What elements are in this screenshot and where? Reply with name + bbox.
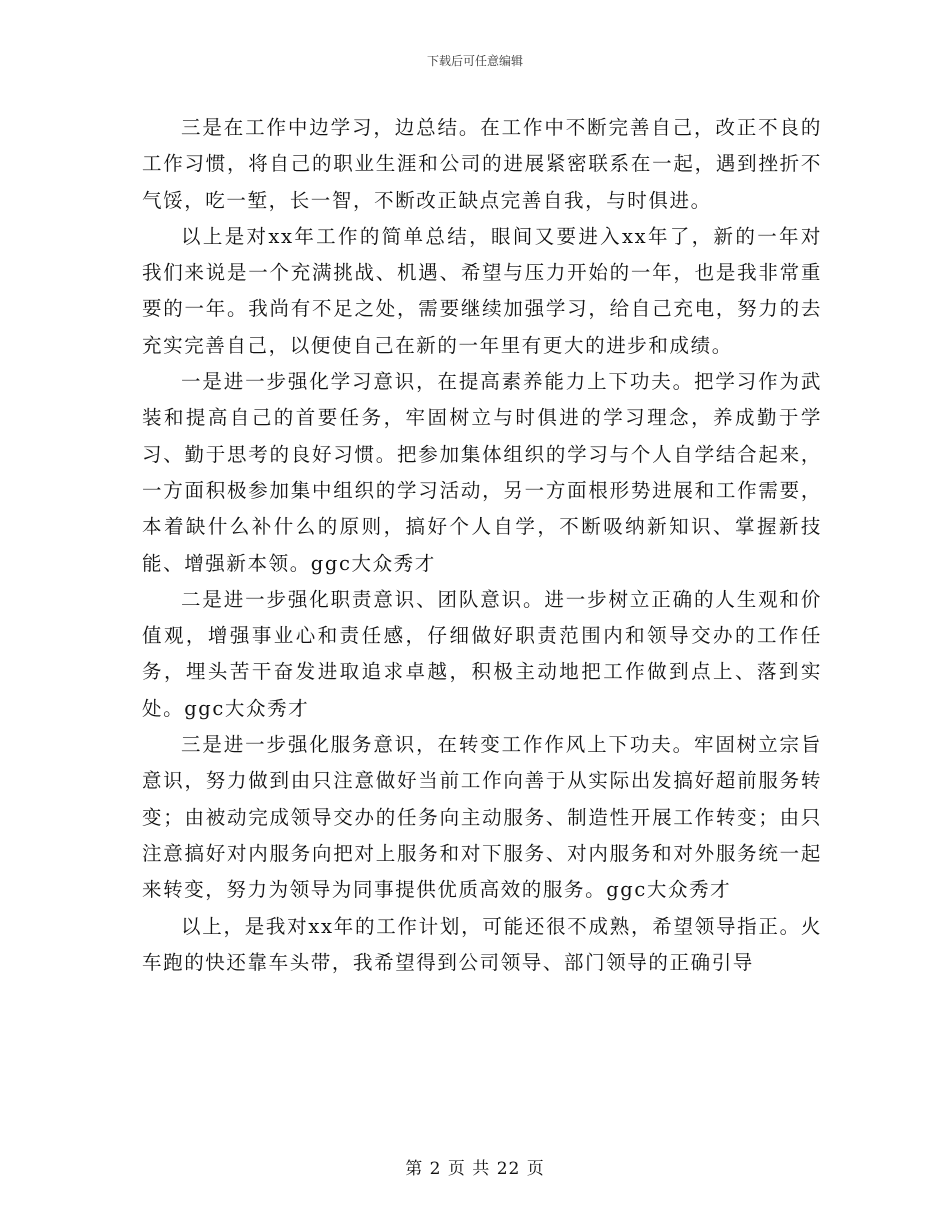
page-footer: 第 2 页 共 22 页 [405, 1159, 545, 1179]
paragraph-3: 一是进一步强化学习意识，在提高素养能力上下功夫。把学习作为武装和提高自己的首要任务，牢固树立与时俱进的学习理念，养成勤于学习、勤于思考的良好习惯。把参加集体组织的学习与个人自学结合起来，一方面积极参加集中组织的学习活动，另一方面根形势进展和工作需要，本着缺什么补什么的原则，搞好个人自学，不断吸纳新知识、掌握新技能、增强新本领。ggc大众秀才 [142, 370, 822, 575]
paragraph-2: 以上是对xx年工作的简单总结，眼间又要进入xx年了，新的一年对我们来说是一个充满挑战、机遇、希望与压力开始的一年，也是我非常重要的一年。我尚有不足之处，需要继续加强学习，给自己充电，努力的去充实完善自己，以便使自己在新的一年里有更大的进步和成绩。 [142, 224, 822, 357]
paragraph-4: 二是进一步强化职责意识、团队意识。进一步树立正确的人生观和价值观，增强事业心和责任感，仔细做好职责范围内和领导交办的工作任务，埋头苦干奋发进取追求卓越，积极主动地把工作做到点上、落到实处。ggc大众秀才 [142, 587, 822, 720]
page-header: 下载后可任意编辑 [426, 54, 523, 68]
paragraph-1: 三是在工作中边学习，边总结。在工作中不断完善自己，改正不良的工作习惯，将自己的职业生涯和公司的进展紧密联系在一起，遇到挫折不气馁，吃一堑，长一智，不断改正缺点完善自我，与时俱进。 [142, 116, 822, 212]
paragraph-6: 以上，是我对xx年的工作计划，可能还很不成熟，希望领导指正。火车跑的快还靠车头带，我希望得到公司领导、部门领导的正确引导 [142, 914, 822, 974]
document-body [142, 110, 822, 981]
paragraph-5: 三是进一步强化服务意识，在转变工作作风上下功夫。牢固树立宗旨意识，努力做到由只注意做好当前工作向善于从实际出发搞好超前服务转变；由被动完成领导交办的任务向主动服务、制造性开展工作转变；由只注意搞好对内服务向把对上服务和对下服务、对内服务和对外服务统一起来转变，努力为领导为同事提供优质高效的服务。ggc大众秀才 [142, 733, 822, 902]
